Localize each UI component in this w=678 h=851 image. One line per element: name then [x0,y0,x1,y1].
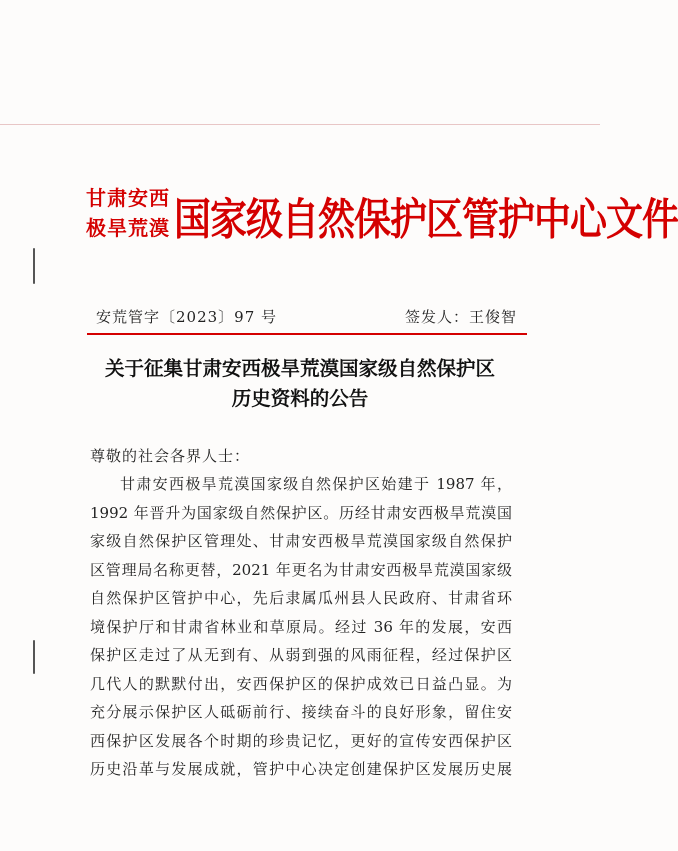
body-text [90,470,530,784]
signer: 签发人：王俊智 [405,308,518,326]
body-line: 充分展示保护区人砥砺前行、接续奋斗的良好形象，留住安 [90,703,512,721]
document-number: 安荒管字〔2023〕97 号 [96,308,278,326]
document-header [86,180,678,260]
announcement-title [60,354,540,414]
top-faint-rule [0,124,600,125]
issuer-line-2: 极旱荒漠 [86,216,170,240]
binding-mark-lower [33,640,35,674]
body-line: 保护区走过了从无到有、从弱到强的风雨征程，经过保护区 [90,646,512,664]
body-line: 几代人的默默付出，安西保护区的保护成效已日益凸显。为 [90,674,512,693]
body-line: 自然保护区管护中心，先后隶属瓜州县人民政府、甘肃省环 [90,589,512,607]
issuer-line-1: 甘肃安西 [86,186,170,210]
issuer-main-title: 国家级自然保护区管护中心文件 [174,193,678,245]
red-separator-rule [87,333,527,335]
salutation: 尊敬的社会各界人士： [90,447,251,465]
body-line: 境保护厅和甘肃省林业和草原局。经过 36 年的发展，安西 [90,617,512,636]
body-line: 区管理局名称更替，2021 年更名为甘肃安西极旱荒漠国家级 [90,560,512,579]
body-line: 历史沿革与发展成就，管护中心决定创建保护区发展历史展 [90,760,512,778]
binding-mark-upper [33,248,35,284]
body-line: 甘肃安西极旱荒漠国家级自然保护区始建于 1987 年， [120,475,512,493]
issuer-prefix [86,183,172,243]
title-line-1: 关于征集甘肃安西极旱荒漠国家级自然保护区 [104,357,495,380]
title-line-2: 历史资料的公告 [231,387,369,410]
body-line: 西保护区发展各个时期的珍贵记忆，更好的宣传安西保护区 [90,731,512,750]
body-line: 家级自然保护区管理处、甘肃安西极旱荒漠国家级自然保护 [90,532,512,550]
body-line: 1992 年晋升为国家级自然保护区。历经甘肃安西极旱荒漠国 [90,503,512,522]
